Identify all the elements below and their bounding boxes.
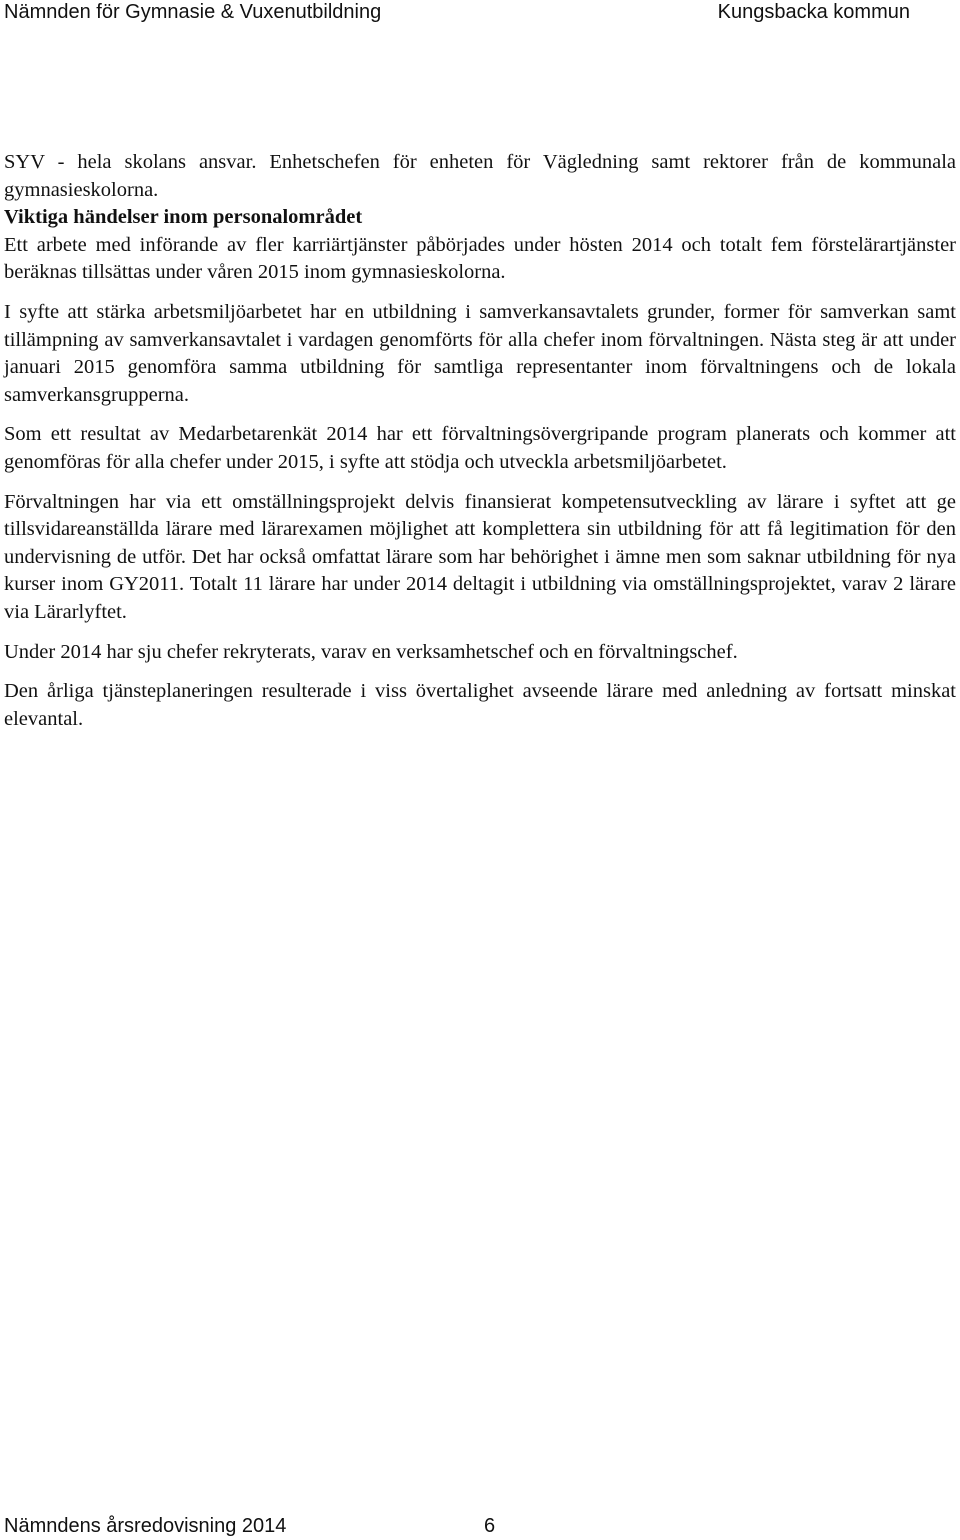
paragraph-transition-project: Förvaltningen har via ett omställningsprojekt delvis finansierat kompetensutveckling av lärare i syftet att ge tillsvidareanställda lärare med lärarexamen möjlighet att komplettera sin utbildning för att få legitimation för den undervisning de utför. Det har också omfattat lärare som har behörighet i ämne men som saknar utbildning för nya kurser inom GY2011. Totalt 11 lärare har under 2014 deltagit i utbildning via omställningsprojektet, varav 2 lärare via Lärarlyftet. bbox=[4, 490, 956, 623]
footer-report-title: Nämndens årsredovisning 2014 bbox=[4, 1515, 287, 1537]
document-body bbox=[4, 149, 956, 745]
page-header bbox=[4, 0, 956, 30]
paragraph-staff-planning: Den årliga tjänsteplaneringen resulterade i viss övertalighet avseende lärare med anledning av fortsatt minskat elevantal. bbox=[4, 680, 956, 730]
paragraph-career-positions: Ett arbete med införande av fler karriärtjänster påbörjades under hösten 2014 och totalt fem förstelärartjänster beräknas tillsättas under våren 2015 inom gymnasieskolorna. bbox=[4, 233, 956, 284]
section-heading-personnel: Viktiga händelser inom personalområdet bbox=[4, 206, 363, 229]
header-municipality: Kungsbacka kommun bbox=[717, 1, 910, 23]
paragraph-work-environment: I syfte att stärka arbetsmiljöarbetet har en utbildning i samverkansavtalets grunder, former för samverkan samt tillämpning av samverkansavtalet i vardagen genomförts för alla chefer inom förvaltningen. Nästa steg är att under januari 2015 genomföra samma utbildning för samtliga representanter inom förvaltningens och de lokala samverkansgrupperna. bbox=[4, 300, 956, 406]
paragraph-employee-survey: Som ett resultat av Medarbetarenkät 2014 har ett förvaltningsövergripande program planerats och kommer att genomföras för alla chefer under 2015, i syfte att stödja och utveckla arbetsmiljöarbetet. bbox=[4, 423, 956, 473]
page-footer bbox=[4, 1514, 496, 1538]
paragraph-syv: SYV - hela skolans ansvar. Enhetschefen för enheten för Vägledning samt rektorer från de kommunala gymnasieskolorna. bbox=[4, 151, 956, 201]
header-department: Nämnden för Gymnasie & Vuxenutbildning bbox=[4, 1, 382, 23]
paragraph-recruitment: Under 2014 har sju chefer rekryterats, varav en verksamhetschef och en förvaltningschef. bbox=[4, 640, 738, 663]
footer-page-number: 6 bbox=[484, 1515, 496, 1537]
